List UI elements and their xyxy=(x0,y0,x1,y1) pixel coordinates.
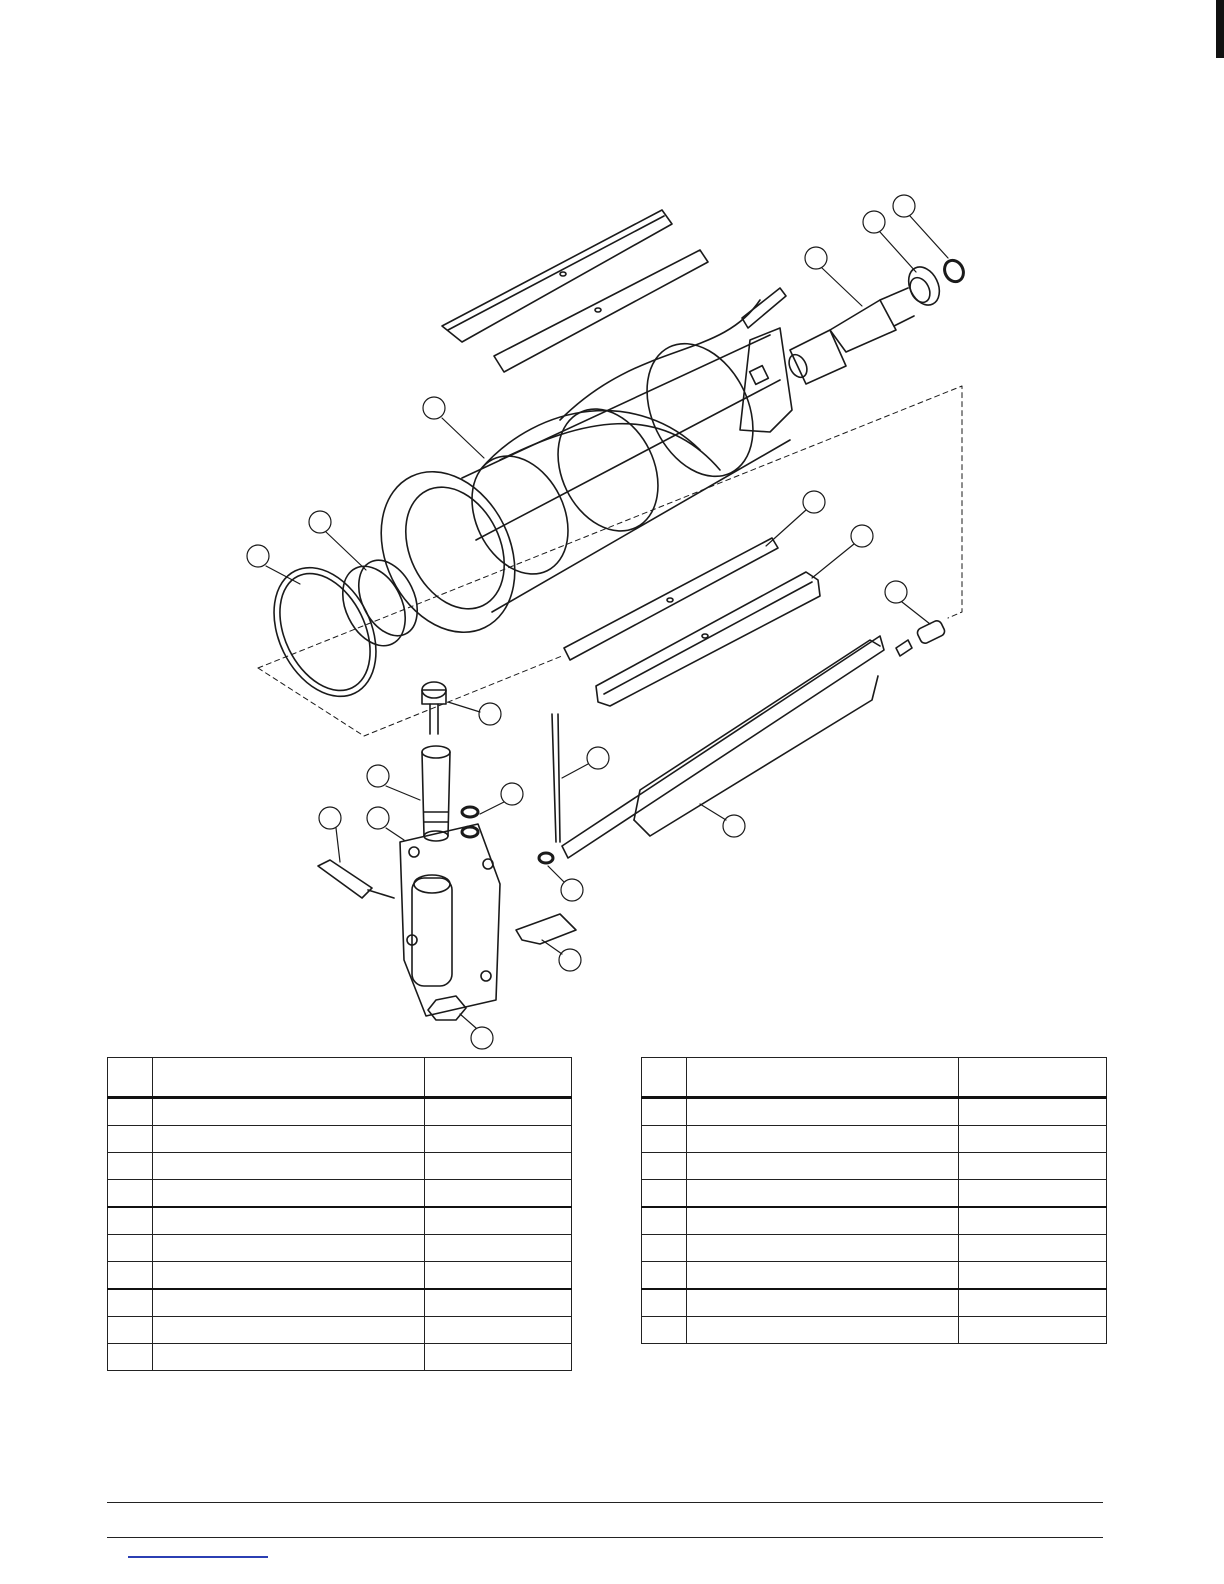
cell xyxy=(153,1262,425,1290)
cell xyxy=(153,1344,425,1371)
header-item xyxy=(108,1058,153,1098)
table-row xyxy=(642,1289,1107,1317)
cell xyxy=(959,1235,1107,1262)
footer-rule-top xyxy=(107,1502,1103,1503)
cell xyxy=(153,1235,425,1262)
footer-link[interactable] xyxy=(128,1556,268,1558)
cell xyxy=(425,1126,572,1153)
cell xyxy=(108,1153,153,1180)
cell xyxy=(425,1289,572,1317)
cell xyxy=(425,1317,572,1344)
cell xyxy=(425,1207,572,1235)
cell xyxy=(642,1153,687,1180)
prime-plug xyxy=(318,860,394,898)
cell xyxy=(153,1207,425,1235)
table-row xyxy=(108,1289,572,1317)
table-row xyxy=(642,1153,1107,1180)
retainer-clip xyxy=(516,914,576,944)
cell xyxy=(642,1098,687,1126)
cell xyxy=(425,1098,572,1126)
table-row xyxy=(108,1317,572,1344)
header-part-number xyxy=(959,1058,1107,1098)
table-row xyxy=(108,1235,572,1262)
cell xyxy=(642,1289,687,1317)
table-row xyxy=(108,1098,572,1126)
parts-table-right xyxy=(641,1057,1107,1344)
upper-blade-holder xyxy=(442,210,672,342)
cell xyxy=(425,1262,572,1290)
valve-o-rings xyxy=(462,807,478,837)
cell xyxy=(108,1180,153,1208)
cell xyxy=(108,1344,153,1371)
table-row xyxy=(642,1317,1107,1344)
draw-valve xyxy=(422,746,450,841)
cell xyxy=(959,1207,1107,1235)
upper-scraper-blade xyxy=(494,250,708,372)
table-row xyxy=(642,1098,1107,1126)
cell xyxy=(642,1235,687,1262)
cell xyxy=(959,1317,1107,1344)
header-description xyxy=(153,1058,425,1098)
cell xyxy=(687,1180,959,1208)
header-item xyxy=(642,1058,687,1098)
cell xyxy=(959,1098,1107,1126)
table-row xyxy=(642,1126,1107,1153)
cell xyxy=(687,1262,959,1290)
lower-scraper-blade xyxy=(564,538,778,660)
table-row xyxy=(108,1262,572,1290)
cell xyxy=(687,1235,959,1262)
cell xyxy=(153,1098,425,1126)
freezer-door xyxy=(400,824,500,1016)
front-gasket xyxy=(254,551,396,714)
cell xyxy=(687,1289,959,1317)
cell xyxy=(153,1126,425,1153)
beater-assembly xyxy=(355,288,792,655)
cell xyxy=(687,1153,959,1180)
drive-shaft xyxy=(786,262,946,384)
table-header-row xyxy=(642,1058,1107,1098)
cell xyxy=(642,1207,687,1235)
parts-table-left xyxy=(107,1057,572,1371)
table-row xyxy=(108,1207,572,1235)
cell xyxy=(153,1180,425,1208)
cell xyxy=(687,1126,959,1153)
cell xyxy=(425,1235,572,1262)
cell xyxy=(425,1344,572,1371)
header-description xyxy=(687,1058,959,1098)
lower-blade-holder xyxy=(596,572,820,706)
footer-rule-bottom xyxy=(107,1537,1103,1538)
cell xyxy=(642,1262,687,1290)
shoe-assembly xyxy=(562,636,912,858)
cell xyxy=(959,1180,1107,1208)
cell xyxy=(108,1317,153,1344)
cell xyxy=(108,1126,153,1153)
cell xyxy=(642,1180,687,1208)
cell xyxy=(108,1289,153,1317)
cell xyxy=(642,1126,687,1153)
assembly-boundary xyxy=(258,386,962,736)
table-row xyxy=(108,1180,572,1208)
cell xyxy=(642,1317,687,1344)
cell xyxy=(687,1098,959,1126)
table-row xyxy=(108,1344,572,1371)
shaft-o-ring xyxy=(941,257,967,285)
cell xyxy=(425,1153,572,1180)
cell xyxy=(687,1317,959,1344)
table-row xyxy=(642,1207,1107,1235)
cell xyxy=(959,1153,1107,1180)
table-header-row xyxy=(108,1058,572,1098)
cell xyxy=(108,1207,153,1235)
cell xyxy=(108,1262,153,1290)
cell xyxy=(959,1262,1107,1290)
cell xyxy=(153,1289,425,1317)
table-row xyxy=(642,1235,1107,1262)
table-row xyxy=(642,1180,1107,1208)
table-row xyxy=(642,1262,1107,1290)
cell xyxy=(687,1207,959,1235)
cell xyxy=(959,1289,1107,1317)
pivot-rod xyxy=(552,714,560,842)
bushing xyxy=(916,619,946,645)
rod-o-ring xyxy=(539,853,553,863)
cell xyxy=(108,1235,153,1262)
table-row xyxy=(108,1153,572,1180)
table-row xyxy=(108,1126,572,1153)
header-part-number xyxy=(425,1058,572,1098)
cell xyxy=(153,1153,425,1180)
cell xyxy=(108,1098,153,1126)
cell xyxy=(425,1180,572,1208)
cell xyxy=(153,1317,425,1344)
cell xyxy=(959,1126,1107,1153)
